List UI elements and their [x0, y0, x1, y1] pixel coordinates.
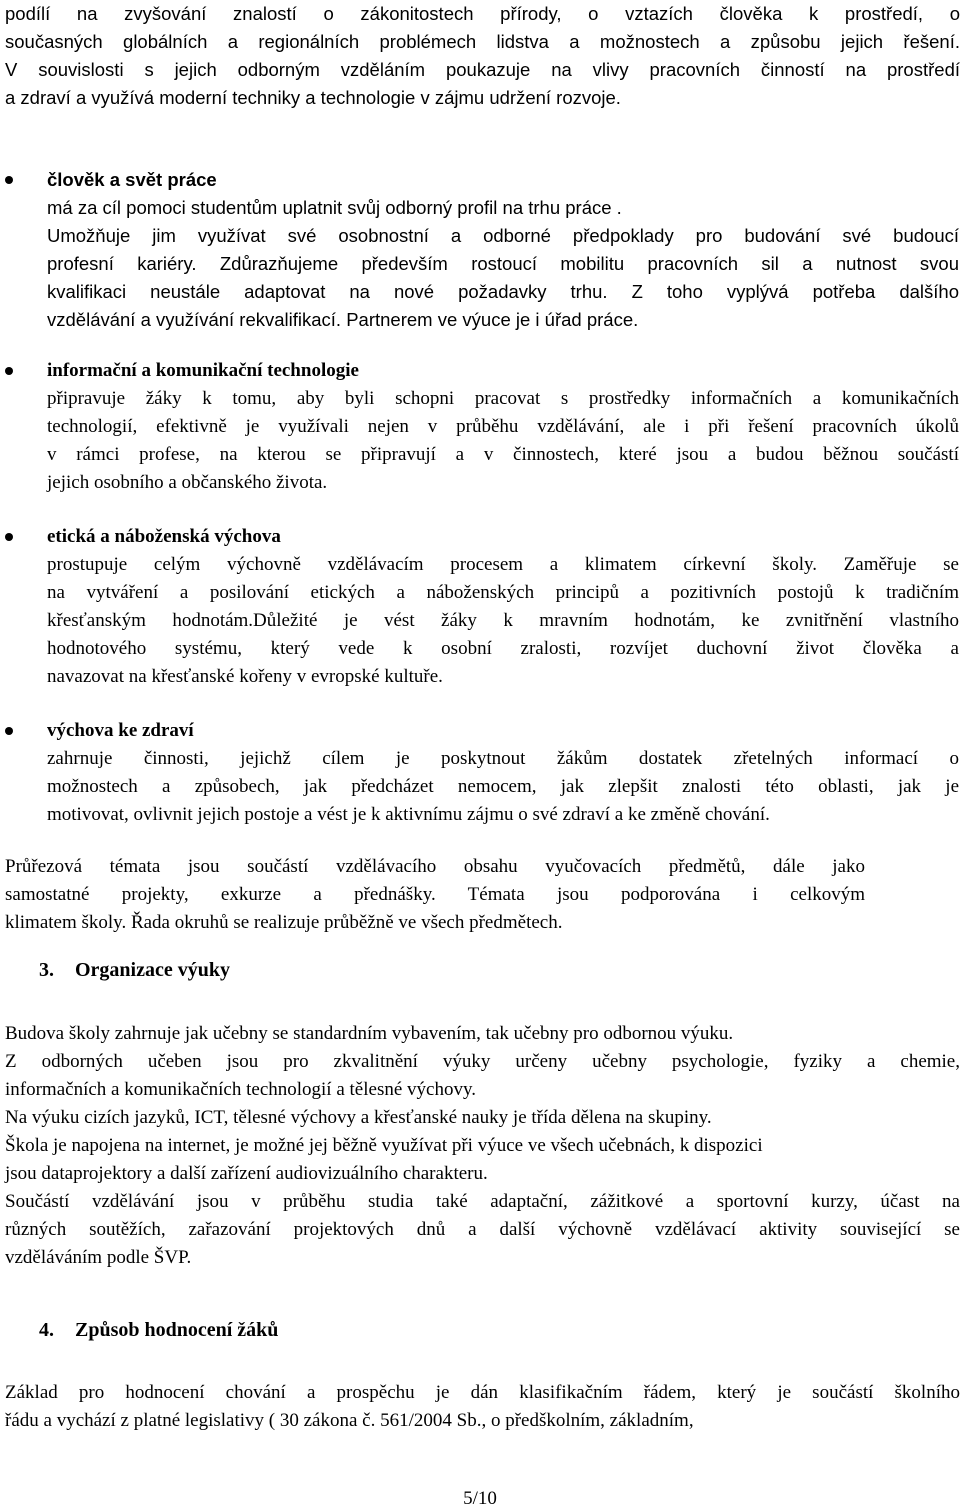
bullet-icon: [5, 367, 13, 375]
topic-ict: [47, 357, 959, 497]
text-line: možnostech a způsobech, jak předcházet nemocem, jak zlepšit znalosti této oblasti, jak je: [47, 776, 959, 797]
section-title: Organizace výuky: [75, 959, 230, 981]
text-line: na vytváření a posilování etických a náboženských principů a pozitivních postojů k tradičním: [47, 582, 959, 603]
text-line: profesní kariéry. Zdůrazňujeme především rostoucí mobilitu pracovních sil a nutnost svou: [47, 253, 959, 274]
topic-work: [47, 166, 959, 334]
text-line: řádu a vychází z platné legislativy ( 30 zákona č. 561/2004 Sb., o předškolním, základním,: [5, 1410, 694, 1431]
text-line: má za cíl pomoci studentům uplatnit svůj odborný profil na trhu práce .: [47, 197, 622, 218]
text-line: vzdělávání a využívání rekvalifikací. Partnerem ve výuce je i úřad práce.: [47, 309, 639, 330]
topic-title: člověk a svět práce: [47, 169, 217, 190]
text-line: kvalifikaci neustále adaptovat na nové požadavky trhu. Z toho vyplývá potřeba dalšího: [47, 281, 959, 302]
text-line: navazovat na křesťanské kořeny v evropské kultuře.: [47, 666, 443, 687]
bullet-icon: [5, 533, 13, 541]
text-line: různých soutěžích, zařazování projektových dnů a další výchovně vzdělávací aktivity související se: [5, 1219, 960, 1240]
text-line: vzděláváním podle ŠVP.: [5, 1247, 192, 1268]
section-number: 3.: [39, 959, 54, 981]
topic-ethics: [47, 523, 959, 691]
text-line: jejich osobního a občanského života.: [47, 472, 328, 493]
text-line: současných globálních a regionálních problémech lidstva a možnostech a způsobu jejich řešení.: [5, 31, 960, 52]
text-line: samostatné projekty, exkurze a přednášky. Témata jsou podporována i celkovým: [5, 884, 865, 905]
topic-title: výchova ke zdraví: [47, 720, 194, 741]
section-title: Způsob hodnocení žáků: [75, 1319, 279, 1341]
text-line: hodnotového systému, který vede k osobní zralosti, rozvíjet duchovní život člověka a: [47, 638, 959, 659]
text-line: prostupuje celým výchovně vzdělávacím procesem a klimatem církevní školy. Zaměřuje se: [47, 554, 959, 575]
text-line: Průřezová témata jsou součástí vzdělávacího obsahu vyučovacích předmětů, dále jako: [5, 856, 865, 877]
bullet-icon: [5, 176, 13, 184]
section-number: 4.: [39, 1319, 54, 1341]
section3-body: [5, 1020, 960, 1272]
topic-health: [47, 717, 959, 829]
topic-title: informační a komunikační technologie: [47, 360, 359, 381]
page-number: 5/10: [463, 1488, 497, 1509]
text-line: křesťanským hodnotám.Důležité je vést žáky k mravním hodnotám, ke zvnitřnění vlastního: [47, 610, 959, 631]
text-line: zahrnuje činnosti, jejichž cílem je poskytnout žákům dostatek zřetelných informací o: [47, 748, 959, 769]
text-line: klimatem školy. Řada okruhů se realizuje průběžně ve všech předmětech.: [5, 912, 563, 933]
text-line: Z odborných učeben jsou pro zkvalitnění výuky určeny učebny psychologie, fyziky a chemie,: [5, 1051, 960, 1072]
text-line: jsou dataprojektory a další zařízení audiovizuálního charakteru.: [5, 1163, 488, 1184]
text-line: Základ pro hodnocení chování a prospěchu je dán klasifikačním řádem, který je součástí školního: [5, 1382, 960, 1403]
text-line: technologií, efektivně je využívali nejen v průběhu vzdělávání, ale i při řešení pracovních úkolů: [47, 416, 959, 437]
text-line: informačních a komunikačních technologií a tělesné výchovy.: [5, 1079, 476, 1100]
text-line: Součástí vzdělávání jsou v průběhu studia také adaptační, zážitkové a sportovní kurzy, účast na: [5, 1191, 960, 1212]
text-line: Budova školy zahrnuje jak učebny se standardním vybavením, tak učebny pro odbornou výuku.: [5, 1023, 734, 1044]
text-line: v rámci profese, na kterou se připravují a v činnostech, které jsou a budou běžnou součástí: [47, 444, 959, 465]
topic-title: etická a náboženská výchova: [47, 526, 281, 547]
text-line: Škola je napojena na internet, je možné jej běžně využívat při výuce ve všech učebnách, k dispozici: [5, 1135, 763, 1156]
cross-topics-paragraph: [5, 853, 865, 937]
text-line: připravuje žáky k tomu, aby byli schopni pracovat s prostředky informačních a komunikačních: [47, 388, 959, 409]
text-line: V souvislosti s jejich odborným vzděláním poukazuje na vlivy pracovních činností na prostředí: [5, 59, 960, 80]
text-line: Umožňuje jim využívat své osobnostní a odborné předpoklady pro budování své budoucí: [47, 225, 959, 246]
text-line: motivovat, ovlivnit jejich postoje a vést je k aktivnímu zájmu o své zdraví a ke změně chování.: [47, 804, 770, 825]
section4-body: [5, 1379, 960, 1435]
text-line: Na výuku cizích jazyků, ICT, tělesné výchovy a křesťanské nauky je třída dělena na skupiny.: [5, 1107, 712, 1128]
text-line: podílí na zvyšování znalostí o zákonitostech přírody, o vztazích člověka k prostředí, o: [5, 3, 960, 24]
intro-paragraph: [5, 0, 960, 112]
bullet-icon: [5, 727, 13, 735]
text-line: a zdraví a využívá moderní techniky a technologie v zájmu udržení rozvoje.: [5, 87, 621, 108]
